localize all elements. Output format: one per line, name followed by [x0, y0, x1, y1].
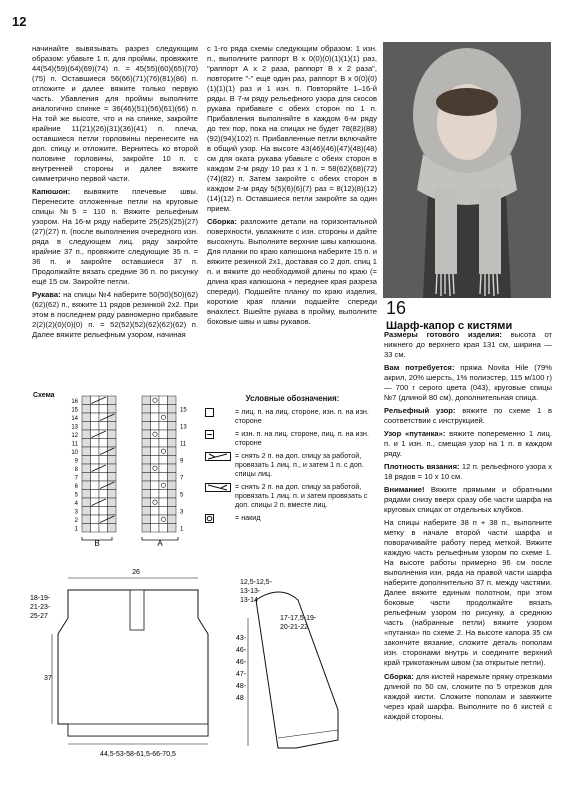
chart-cell	[159, 515, 168, 524]
legend-row	[205, 482, 380, 510]
row-number-left: 7	[74, 475, 78, 482]
chart-cell	[142, 490, 151, 499]
kapushon-label: Капюшон:	[32, 187, 71, 197]
col3-item	[384, 330, 552, 360]
row-number-left: 10	[71, 450, 78, 456]
col3-label: Плотность вязания:	[384, 462, 460, 472]
chart-cell	[91, 439, 100, 448]
schema-label: Схема	[33, 392, 55, 399]
body-bottom-dim: 44,5-53-58-61,5-66-70,5	[100, 751, 176, 758]
chart-cell	[159, 447, 168, 456]
chart-grid-b	[82, 396, 116, 532]
chart-cell	[142, 439, 151, 448]
chart-cell	[151, 413, 160, 422]
row-number-right: 15	[180, 407, 187, 414]
legend-text: = снять 2 п. на доп. спицу за работой, провязать 1 лиц. п., и затем 1 п. с доп. спицы лиц.	[235, 450, 364, 479]
chart-cell	[108, 439, 117, 448]
legend-text: = лиц. п. на лиц. стороне, изн. п. на изн. стороне	[235, 407, 369, 426]
chart-cell	[142, 456, 151, 465]
col3-text: Вяжите прямыми и обратными рядами снизу вверх сразу обе части шарфа на круговых спицах от отдельных клубков.	[384, 485, 552, 515]
sleeve-mid-dim-2: 20-21-22	[280, 624, 309, 631]
chart-cell	[159, 422, 168, 431]
chart-cell	[168, 473, 177, 482]
sleeve-top-dim-3: 13-14	[240, 597, 258, 604]
body-height-dim: 37	[44, 675, 52, 682]
chart-cell	[142, 464, 151, 473]
sleeve-top-dim-1: 12,5-12,5-	[240, 579, 272, 586]
chart-cell	[108, 473, 117, 482]
chart-cell	[108, 481, 117, 490]
chart-cell	[151, 515, 160, 524]
cross-right-icon	[205, 451, 235, 479]
chart-cell	[168, 490, 177, 499]
chart-cell	[82, 456, 91, 465]
chart-cell	[99, 439, 108, 448]
kapushon-paragraph	[32, 187, 198, 287]
column-1	[32, 44, 198, 343]
row-number-left: 15	[71, 407, 78, 414]
chart-cell	[82, 396, 91, 405]
photo-illustration	[383, 42, 551, 298]
chart-cell	[82, 430, 91, 439]
row-number-left: 9	[74, 458, 78, 465]
dash-cell-icon	[205, 429, 235, 448]
chart-cell	[91, 507, 100, 516]
chart-cell	[142, 498, 151, 507]
row-number-left: 11	[71, 441, 78, 448]
chart-cell	[168, 413, 177, 422]
col3-item	[384, 462, 552, 482]
chart-cell	[159, 439, 168, 448]
row-number-left: 14	[71, 416, 78, 422]
chart-cell	[99, 430, 108, 439]
sleeve-height-5: 48-	[236, 683, 247, 690]
legend-row	[205, 429, 380, 448]
chart-cell	[151, 430, 160, 439]
section-number: 16	[386, 298, 407, 318]
col2-paragraph: с 1-го ряда схемы следующим образом: 1 изн. п., выполните раппорт В х 0(0)(0)(1)(1)(1) раз, "раппорт А х 2 раза, раппорт В х 2 раза", повторите "-" ещё один раз, раппорт В х 0(0)(0)(1)(1)(1) раз и 1 изн. п. Повторяйте 1–16-й ряды. В 7-м ряду рельефного узора для скосов рукава прибавьте с обеих сторон по 1 п. Прибавления выполняйте в каждом 6-м ряду до тех пор, пока на спицах не будет 78(82)(88)(92)(94)(102) п. Прибавленные петли включайте в общий узор. На высоте 43(46)(46)(47)(48)(48) см для оката рукава убавьте с обеих сторон в каждом 2-м ряду 10 раз х 1 п. = 58(62)(68)(72)(74)(82) п. Затем закройте с обеих сторон в каждом 2-м ряду 5(5)(6)(6)(7) раз = 8(12)(8)(12)(14)(12) п. Оставшиеся петли закройте за один прием.	[207, 44, 377, 214]
chart-cell	[99, 507, 108, 516]
col3-text: для кистей нарежьте пряжу отрезками длиной по 50 см, сложите по 5 отрезков для каждой кисти. Сложите пополам и завяжите через край шарфа. Выполните по 6 кистей с каждой стороны.	[384, 671, 552, 721]
chart-cell	[159, 490, 168, 499]
row-number-left: 13	[71, 424, 78, 431]
col3-item	[384, 672, 552, 722]
sleeve-mid-dim-1: 17-17,5-19-	[280, 615, 317, 622]
body-left-dim-3: 25-27	[30, 613, 48, 620]
chart-cell	[108, 413, 117, 422]
chart-cell	[159, 498, 168, 507]
chart-cell	[151, 405, 160, 414]
chart-cell	[91, 413, 100, 422]
chart-cell	[159, 396, 168, 405]
chart-cell	[108, 422, 117, 431]
chart-cell	[151, 481, 160, 490]
legend-text: = снять 2 п. на доп. спицу за работой, провязать 1 лиц. п. и затем провязать с доп. спицы 2 п. вместе лиц.	[235, 481, 368, 510]
row-number-left: 12	[71, 433, 78, 439]
row-number-right: 1	[180, 526, 184, 533]
chart-cell	[159, 481, 168, 490]
row-number-left: 1	[74, 526, 78, 533]
pattern-sleeve	[228, 570, 378, 760]
chart-cell	[91, 481, 100, 490]
chart-cell	[142, 447, 151, 456]
sleeve-height-1: 43-	[236, 635, 247, 642]
section-title: Шарф-капор с кистями	[386, 320, 513, 332]
chart-cell	[168, 405, 177, 414]
chart-cell	[82, 473, 91, 482]
chart-cell	[168, 481, 177, 490]
row-number-left: 4	[74, 501, 78, 507]
sborka-text: разложите детали на горизонтальной поверхности, увлажните с изн. стороны и дайте высохнуть. Выполните верхние швы капюшона. Для планки по краю капюшона наберите 15 п. и вяжите резинкой 2х1, доставая со 2 доп. спиц 1 п. и вяжите до необходимой длины по краю (= длина края капюшона + переднее края разреза спереди). Подшейте планку по краю изделия, короткие края планки подшейте спереди внахлест. Вшейте рукава в пройму, выполните боковые швы и швы рукавов.	[207, 217, 377, 327]
col3-item	[384, 363, 552, 403]
col3-label: Вам потребуется:	[384, 363, 455, 373]
chart-cell	[82, 464, 91, 473]
body-left-dim-2: 21-23-	[30, 604, 51, 611]
chart-cell	[151, 439, 160, 448]
rapport-b-label: B	[94, 539, 100, 548]
col3-text: пряжа Novita Hile (79% акрил, 20% шерсть, 1% полиэстер, 115 м/100 г) — 700 г серого цвета (043), круговые спицы №7 (длиной 80 см), дополнительная спица.	[384, 363, 552, 403]
chart-cell	[168, 507, 177, 516]
knitting-chart	[60, 390, 195, 550]
col3-label: Внимание!	[384, 485, 425, 495]
col3-label: Рельефный узор:	[384, 406, 456, 416]
chart-cell	[142, 524, 151, 533]
chart-cell	[151, 422, 160, 431]
chart-cell	[159, 507, 168, 516]
row-number-left: 5	[74, 492, 78, 499]
chart-cell	[82, 413, 91, 422]
chart-cell	[108, 507, 117, 516]
chart-cell	[82, 515, 91, 524]
chart-cell	[151, 473, 160, 482]
sborka-paragraph	[207, 217, 377, 327]
chart-cell	[91, 515, 100, 524]
col3-item	[384, 518, 552, 668]
kapushon-text: вывяжите плечевые швы. Перенесите отложенные петли на круговые спицы №5 = 110 п. Вяжите рельефным узором. На 16-м ряду наберите 25(25)(25)(27)(27)(27) п. (после выполнения очередного изн. ряда в следующем лиц. ряду закройте крайние 37 п., провяжите следующие 35 п. = 36 п. и закройте оставшиеся 37 п. Продолжайте вязать средние 36 п. по рисунку ещё 15 см. Закройте петли.	[32, 187, 198, 287]
chart-cell	[99, 524, 108, 533]
col3-item	[384, 485, 552, 515]
chart-cell	[82, 524, 91, 533]
sleeve-height-2: 46-	[236, 647, 247, 654]
sleeve-height-3: 46-	[236, 659, 247, 666]
row-number-left: 8	[74, 467, 78, 473]
chart-cell	[168, 515, 177, 524]
chart-cell	[151, 498, 160, 507]
chart-cell	[168, 498, 177, 507]
chart-cell	[108, 447, 117, 456]
row-number-right: 13	[180, 424, 187, 431]
body-top-dim: 26	[132, 569, 140, 576]
chart-cell	[108, 464, 117, 473]
row-number-left: 3	[74, 509, 78, 516]
chart-cell	[159, 473, 168, 482]
chart-cell	[168, 430, 177, 439]
rukav-label: Рукава:	[32, 290, 61, 300]
chart-cell	[91, 422, 100, 431]
chart-cell	[99, 490, 108, 499]
chart-cell	[168, 524, 177, 533]
row-number-left: 16	[71, 399, 78, 405]
legend-row	[205, 407, 380, 426]
rukav-paragraph	[32, 290, 198, 340]
chart-cell	[108, 498, 117, 507]
col3-item	[384, 429, 552, 459]
chart-cell	[82, 439, 91, 448]
chart-cell	[142, 430, 151, 439]
chart-cell	[142, 413, 151, 422]
chart-cell	[159, 524, 168, 533]
chart-cell	[151, 524, 160, 533]
legend-text: = накид	[235, 512, 261, 522]
chart-cell	[168, 464, 177, 473]
chart-cell	[82, 447, 91, 456]
chart-cell	[142, 396, 151, 405]
row-number-left: 6	[74, 484, 78, 490]
chart-cell	[99, 473, 108, 482]
chart-cell	[159, 456, 168, 465]
rukav-text: на спицы №4 наберите 50(50)(50)(62)(62)(62) п., вяжите 11 рядов резинкой 2х2. При этом в последнем ряду равномерно прибавьте 2(2)(2)(0)(0)(0) п. = 52(52)(52)(62)(62)(62) п. Далее вяжите рельефным узором, начиная	[32, 290, 198, 340]
chart-cell	[108, 490, 117, 499]
chart-cell	[99, 422, 108, 431]
col1-paragraph: начинайте вывязывать разрез следующим образом: убавьте 1 п. для проймы, провяжите 44(54)(59)(64)(69)(74) п. = 45(55)(60)(65)(70)(75) п. Оставшиеся 56(66)(71)(76)(81)(86) п. отложите и далее вяжите только первую часть. Убавления для проймы выполните аналогично спинке = 36(46)(51)(56)(61)(66) п. На той же высоте, что и на спинке, закройте крайние 11(21)(26)(31)(36)(41) п. плеча, оставшиеся петли горловины перенесите на доп. спицу и отложите. Вернитесь ко второй половине горловины, закройте 10 п. с внутренней стороны и далее вяжите симметрично первой части.	[32, 44, 198, 184]
col3-text: высота от нижнего до верхнего края 131 см, ширина — 33 см.	[384, 330, 552, 360]
chart-cell	[142, 473, 151, 482]
body-left-dim-1: 18-19-	[30, 595, 51, 602]
sborka-label: Сборка:	[207, 217, 237, 227]
legend	[205, 394, 380, 526]
chart-cell	[108, 515, 117, 524]
circle-cell-icon	[205, 513, 235, 523]
col3-label: Сборка:	[384, 671, 414, 681]
chart-cell	[99, 396, 108, 405]
model-photo	[383, 42, 551, 298]
chart-cell	[108, 405, 117, 414]
col3-text: 12 п. рельефного узора х 18 рядов = 10 х 10 см.	[384, 462, 552, 482]
col3-text: вяжите попеременно 1 лиц. п. и 1 изн. п., смещая узор на 1 п. в каждом ряду.	[384, 429, 552, 459]
page-number: 12	[12, 14, 27, 29]
sleeve-height-6: 48	[236, 695, 244, 702]
chart-cell	[82, 422, 91, 431]
row-number-right: 5	[180, 492, 184, 499]
col3-item	[384, 406, 552, 426]
chart-cell	[142, 422, 151, 431]
chart-cell	[99, 456, 108, 465]
column-2	[207, 44, 377, 330]
sleeve-height-4: 47-	[236, 671, 247, 678]
pattern-body	[28, 564, 228, 760]
chart-cell	[151, 464, 160, 473]
chart-cell	[91, 473, 100, 482]
chart-cell	[99, 498, 108, 507]
chart-cell	[142, 481, 151, 490]
chart-cell	[91, 456, 100, 465]
chart-cell	[82, 498, 91, 507]
chart-cell	[91, 405, 100, 414]
chart-cell	[168, 439, 177, 448]
chart-cell	[108, 430, 117, 439]
chart-cell	[151, 507, 160, 516]
chart-cell	[159, 405, 168, 414]
col3-text: На спицы наберите 38 п + 38 п., выполните метку в начале второй части шарфа и поворачивайте работу перед меткой. Вяжите каждую часть рельефным узором по схеме 1. На высоте работы примерно 96 см после выполнения изн. ряда на правой части шарфа наберите дополнительно 37 п. между частями. Далее вяжите единым полотном, при этом боковые части продолжайте вязать рельефным узором по рисунку, а среднюю часть (набранные петли) вяжите узором «путанка» по схеме 2. На высоте капора 35 см закончите вязание, сложите деталь пополам изн. сторонами внутрь и соедините верхний край трикотажным швом (за открытые петли).	[384, 518, 552, 668]
legend-title: Условные обозначения:	[245, 394, 340, 403]
chart-cell	[108, 524, 117, 533]
cross-left-icon	[205, 482, 235, 510]
chart-cell	[91, 490, 100, 499]
chart-cell	[159, 413, 168, 422]
chart-cell	[168, 396, 177, 405]
chart-cell	[82, 481, 91, 490]
chart-cell	[168, 447, 177, 456]
chart-cell	[151, 447, 160, 456]
chart-cell	[91, 524, 100, 533]
chart-cell	[151, 490, 160, 499]
row-number-left: 2	[74, 518, 78, 524]
chart-cell	[151, 396, 160, 405]
legend-text: = изн. п. на лиц. стороне, лиц. п. на изн. стороне	[235, 428, 369, 448]
chart-cell	[168, 456, 177, 465]
chart-cell	[82, 490, 91, 499]
chart-cell	[108, 396, 117, 405]
blank-cell-icon	[205, 407, 235, 426]
chart-grid-a	[142, 396, 176, 532]
chart-cell	[168, 422, 177, 431]
chart-cell	[82, 507, 91, 516]
chart-cell	[99, 464, 108, 473]
legend-row	[205, 451, 380, 479]
chart-cell	[99, 405, 108, 414]
chart-cell	[82, 405, 91, 414]
chart-cell	[142, 405, 151, 414]
col3-label: Узор «путанка»:	[384, 429, 446, 439]
chart-cell	[91, 447, 100, 456]
rapport-a-label: A	[157, 539, 163, 548]
chart-cell	[159, 464, 168, 473]
row-number-right: 11	[180, 441, 187, 448]
column-3	[384, 330, 552, 725]
chart-cell	[159, 430, 168, 439]
row-number-right: 3	[180, 509, 184, 516]
chart-cell	[142, 515, 151, 524]
col3-text: вяжите по схеме 1 в соответствии с инструкцией.	[384, 406, 552, 426]
chart-cell	[142, 507, 151, 516]
row-number-right: 9	[180, 458, 184, 465]
chart-cell	[108, 456, 117, 465]
legend-row	[205, 513, 380, 523]
col3-label: Размеры готового изделия:	[384, 330, 502, 339]
chart-cell	[151, 456, 160, 465]
sleeve-top-dim-2: 13-13-	[240, 588, 261, 595]
row-number-right: 7	[180, 475, 184, 482]
